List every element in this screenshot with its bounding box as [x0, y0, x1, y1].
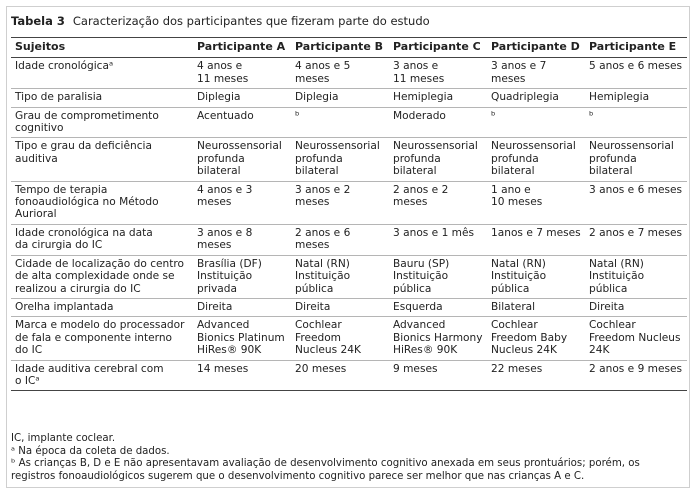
table-row [11, 107, 687, 138]
row-label-cell: Grau de comprometimento cognitivo [11, 107, 193, 138]
footnotes [11, 433, 687, 483]
data-cell: 20 meses [291, 360, 389, 391]
data-cell: 2 anos e 2 meses [389, 181, 487, 224]
data-cell: Neurossensorial profunda bilateral [291, 138, 389, 181]
data-cell: 4 anos e 11 meses [197, 60, 249, 85]
data-cell: Diplegia [193, 89, 291, 107]
data-cell: Neurossensorial profunda bilateral [585, 138, 687, 181]
data-cell: Advanced Bionics Harmony HiRes® 90K [389, 317, 487, 360]
data-cell: Cochlear Freedom Nucleus 24K [585, 317, 687, 360]
data-cell: Hemiplegia [389, 89, 487, 107]
table-row [11, 58, 687, 89]
data-cell: Esquerda [389, 298, 487, 316]
data-cell: 5 anos e 6 meses [589, 60, 683, 73]
data-cell: 2 anos e 7 meses [585, 224, 687, 255]
data-cell: ᵇ [291, 107, 389, 138]
data-cell: 2 anos e 9 meses [585, 360, 687, 391]
col-header-participante-a: Participante A [193, 38, 291, 58]
data-cell: 4 anos e 5 meses [295, 60, 351, 85]
table-row [11, 255, 687, 298]
table-row [11, 89, 687, 107]
footnote-abbrev: IC, implante coclear. [11, 433, 116, 444]
data-cell: Quadriplegia [487, 89, 585, 107]
data-cell: Natal (RN) Instituição pública [487, 255, 585, 298]
data-cell: ᵇ [585, 107, 687, 138]
col-header-participante-d: Participante D [487, 38, 585, 58]
header-row [11, 38, 687, 58]
data-cell: 3 anos e 8 meses [193, 224, 291, 255]
data-cell: Advanced Bionics Platinum HiRes® 90K [193, 317, 291, 360]
data-cell: 1 ano e 10 meses [487, 181, 585, 224]
data-cell: 14 meses [193, 360, 291, 391]
data-cell: 2 anos e 6 meses [291, 224, 389, 255]
col-header-participante-e: Participante E [585, 38, 687, 58]
data-cell: 3 anos e 7 meses [491, 60, 547, 85]
data-cell: 3 anos e 11 meses [393, 60, 445, 85]
data-cell: 22 meses [487, 360, 585, 391]
row-label-cell: Tipo de paralisia [11, 89, 193, 107]
col-header-sujeitos: Sujeitos [11, 38, 193, 58]
data-cell: 4 anos e 3 meses [193, 181, 291, 224]
data-cell: 1anos e 7 meses [487, 224, 585, 255]
table-caption [11, 10, 687, 34]
data-cell: Cochlear Freedom Baby Nucleus 24K [487, 317, 585, 360]
data-cell: Neurossensorial profunda bilateral [389, 138, 487, 181]
table-row [11, 317, 687, 360]
table-row [11, 224, 687, 255]
data-cell: Natal (RN) Instituição pública [291, 255, 389, 298]
data-cell: Neurossensorial profunda bilateral [193, 138, 291, 181]
row-label-cell: Orelha implantada [11, 298, 193, 316]
data-cell: Direita [291, 298, 389, 316]
data-cell: ᵇ [487, 107, 585, 138]
row-label-cell: Marca e modelo do processador de fala e componente interno do IC [11, 317, 193, 360]
row-label-cell: Idade cronológicaᵃ [15, 60, 114, 73]
table-row [11, 298, 687, 316]
data-cell: Brasília (DF) Instituição privada [193, 255, 291, 298]
data-cell: 3 anos e 6 meses [585, 181, 687, 224]
caption-label: Tabela 3 [11, 14, 65, 28]
row-label-cell: Idade cronológica na data da cirurgia do IC [11, 224, 193, 255]
data-cell: Cochlear Freedom Nucleus 24K [291, 317, 389, 360]
data-cell: Hemiplegia [585, 89, 687, 107]
row-label-cell: Idade auditiva cerebral com o ICᵃ [11, 360, 193, 391]
table-row [11, 181, 687, 224]
data-cell: Direita [193, 298, 291, 316]
table-row [11, 138, 687, 181]
row-label-cell: Tempo de terapia fonoaudiológica no Método Aurioral [11, 181, 193, 224]
data-cell: Acentuado [193, 107, 291, 138]
data-cell: Diplegia [291, 89, 389, 107]
col-header-participante-b: Participante B [291, 38, 389, 58]
data-cell: Direita [585, 298, 687, 316]
data-cell: Moderado [389, 107, 487, 138]
col-header-participante-c: Participante C [389, 38, 487, 58]
row-label-cell: Cidade de localização do centro de alta complexidade onde se realizou a cirurgia do IC [11, 255, 193, 298]
data-cell: Natal (RN) Instituição pública [585, 255, 687, 298]
row-label-cell: Tipo e grau da deficiência auditiva [11, 138, 193, 181]
table-row [11, 360, 687, 391]
data-cell: 9 meses [389, 360, 487, 391]
participants-table [11, 37, 687, 391]
footnote-b: ᵇ As crianças B, D e E não apresentavam avaliação de desenvolvimento cognitivo anexada em seus prontuários; porém, os registros fonoaudiológicos sugerem que o desenvolvimento cognitivo parece ser melhor que nas crianças A e C. [11, 458, 640, 482]
footnote-a: ᵃ Na época da coleta de dados. [11, 445, 170, 457]
caption-text: Caracterização dos participantes que fizeram parte do estudo [72, 14, 430, 28]
table-frame [6, 6, 690, 488]
data-cell: 3 anos e 1 mês [389, 224, 487, 255]
data-cell: Bilateral [487, 298, 585, 316]
data-cell: Bauru (SP) Instituição pública [389, 255, 487, 298]
data-cell: Neurossensorial profunda bilateral [487, 138, 585, 181]
data-cell: 3 anos e 2 meses [291, 181, 389, 224]
